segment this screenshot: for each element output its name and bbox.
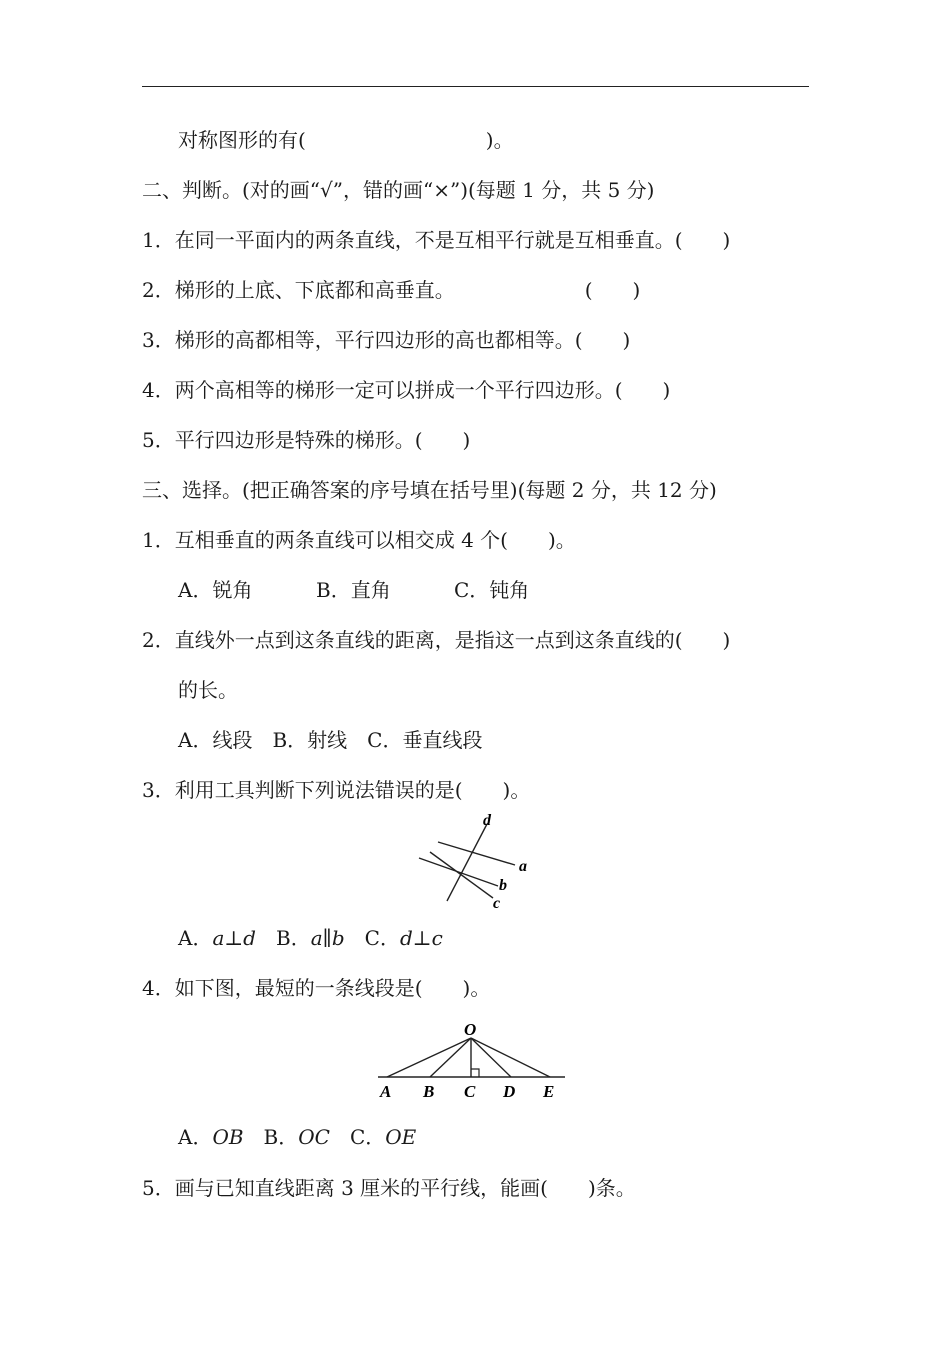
segment-OE [471, 1038, 550, 1077]
judge-item-5: 5．平行四边形是特殊的梯形。( ) [142, 428, 471, 452]
choice-q2-stem: 2．直线外一点到这条直线的距离，是指这一点到这条直线的( ) [142, 628, 731, 652]
segment-OA [387, 1038, 471, 1077]
label-C: C [464, 1082, 476, 1101]
right-angle-mark [471, 1069, 479, 1077]
q3-option-c-prefix: C． [364, 926, 400, 950]
segment-OD [471, 1038, 511, 1077]
q3-option-b: a∥b [310, 926, 345, 950]
q3-option-a: a⊥d [212, 926, 256, 950]
label-O: O [464, 1020, 477, 1039]
label-B: B [423, 1082, 435, 1101]
q4-option-a-prefix: A． [178, 1125, 213, 1149]
judge-item-1: 1．在同一平面内的两条直线，不是互相平行就是互相垂直。( ) [142, 228, 731, 252]
segment-OB [430, 1038, 471, 1077]
q4-option-c: OE [385, 1125, 417, 1149]
choice-q1-option-c: C．钝角 [454, 578, 530, 602]
choice-q3-stem: 3．利用工具判断下列说法错误的是( )。 [142, 778, 531, 802]
judge-item-2: 2．梯形的上底、下底都和高垂直。 ( ) [142, 278, 641, 302]
label-c: c [493, 895, 501, 912]
line-c [430, 852, 493, 898]
label-a: a [519, 858, 527, 875]
choice-q5-stem: 5．画与已知直线距离 3 厘米的平行线，能画( )条。 [142, 1176, 636, 1200]
label-A: A [380, 1082, 392, 1101]
previous-question-tail: 对称图形的有( )。 [178, 128, 514, 152]
label-d: d [483, 812, 491, 829]
q3-option-a-prefix: A． [178, 926, 213, 950]
judge-item-3: 3．梯形的高都相等，平行四边形的高也都相等。( ) [142, 328, 631, 352]
judge-item-4: 4．两个高相等的梯形一定可以拼成一个平行四边形。( ) [142, 378, 671, 402]
q3-option-c: d⊥c [399, 926, 443, 950]
q4-option-c-prefix: C． [349, 1125, 386, 1149]
choice-q1-stem: 1．互相垂直的两条直线可以相交成 4 个( )。 [142, 528, 576, 552]
q3-option-b-prefix: B． [276, 926, 311, 950]
q4-option-b-prefix: B． [263, 1125, 299, 1149]
label-D: D [503, 1082, 516, 1101]
segments-figure [370, 1015, 575, 1105]
choice-q2-options: A．线段 B．射线 C．垂直线段 [178, 728, 483, 752]
lines-figure [405, 808, 550, 913]
choice-q4-options [178, 1124, 416, 1150]
label-b: b [499, 877, 507, 894]
choice-q1-option-a: A．锐角 [178, 578, 253, 602]
header-rule [142, 86, 809, 87]
section-3-heading: 三、选择。(把正确答案的序号填在括号里)(每题 2 分，共 12 分) [142, 478, 717, 502]
choice-q3-options [178, 925, 443, 951]
section-2-heading: 二、判断。(对的画“√”，错的画“×”)(每题 1 分，共 5 分) [142, 178, 655, 202]
choice-q1-option-b: B．直角 [316, 578, 391, 602]
choice-q4-stem: 4．如下图，最短的一条线段是( )。 [142, 976, 491, 1000]
label-E: E [543, 1082, 555, 1101]
q4-option-b: OC [298, 1125, 330, 1149]
q4-option-a: OB [212, 1125, 244, 1149]
choice-q2-stem-cont: 的长。 [178, 678, 238, 702]
